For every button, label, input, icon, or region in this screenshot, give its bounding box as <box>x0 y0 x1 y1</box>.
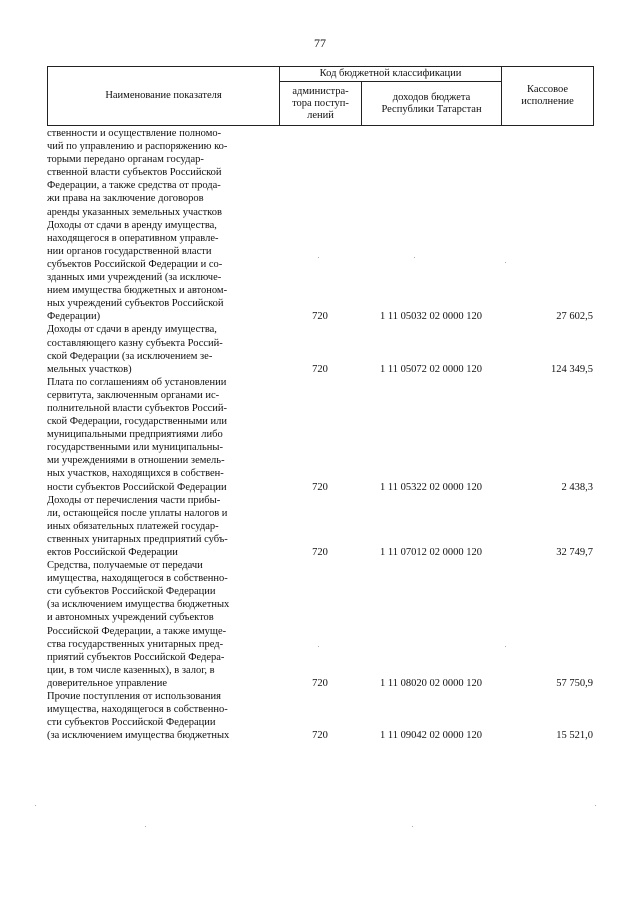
budget-code: 1 11 05032 02 0000 120 <box>380 311 482 323</box>
indicator-name: Доходы от перечисления части прибы- ли, остающейся после уплаты налогов и иных обязательных платежей государ- ственных унитарных предприятий субъ- ектов Российской Федерации <box>47 494 228 558</box>
budget-code: 1 11 07012 02 0000 120 <box>380 547 482 558</box>
scan-speck <box>505 262 506 263</box>
table-row <box>47 127 593 219</box>
header-amount-column: Кассовое исполнение <box>502 67 594 126</box>
scan-speck <box>595 805 596 806</box>
scan-speck <box>318 646 319 647</box>
budget-code: 1 11 09042 02 0000 120 <box>380 730 482 742</box>
table-row <box>47 494 593 559</box>
header-classification-group: Код бюджетной классификации <box>280 67 502 82</box>
header-admin-column: администра- тора поступ- лений <box>280 82 362 126</box>
admin-code: 720 <box>312 311 328 323</box>
admin-code: 720 <box>312 730 328 742</box>
scan-speck <box>35 805 36 806</box>
table-row <box>47 559 593 690</box>
admin-code: 720 <box>312 363 328 375</box>
indicator-name: Прочие поступления от использования имущества, находящегося в собственно- сти субъектов Российской Федерации (за исключением имущества бюджетных <box>47 691 230 742</box>
scan-speck <box>414 257 415 258</box>
scan-speck <box>505 646 506 647</box>
header-name-column: Наименование показателя <box>48 67 280 126</box>
cash-amount: 15 521,0 <box>556 730 593 742</box>
cash-amount: 27 602,5 <box>556 311 593 323</box>
scan-speck <box>412 826 413 827</box>
budget-code: 1 11 08020 02 0000 120 <box>380 677 482 689</box>
budget-code: 1 11 05322 02 0000 120 <box>380 481 482 493</box>
table-header <box>47 66 594 126</box>
table-row <box>47 323 593 375</box>
cash-amount: 124 349,5 <box>551 363 593 375</box>
indicator-name: ственности и осуществление полномо- чий по управлению и распоряжению ко- торыми передано органам государ- ственной власти субъектов Российской Федерации, а также средства от прода- жи права на заключение договоров аренды указанных земельных участков <box>47 128 228 218</box>
indicator-name: Доходы от сдачи в аренду имущества, находящегося в оперативном управле- нии органов государственной власти субъектов Российской Федерации и со- зданных ими учреждений (за исключе- нием имущества бюджетных и автоном- ных учреждений субъектов Российской Федерации) <box>47 219 228 323</box>
admin-code: 720 <box>312 481 328 493</box>
table-row <box>47 690 593 742</box>
indicator-name: Доходы от сдачи в аренду имущества, составляющего казну субъекта Россий- ской Федерации (за исключением зе- мельных участков) <box>47 324 223 375</box>
cash-amount: 2 438,3 <box>561 481 593 493</box>
cash-amount: 57 750,9 <box>556 677 593 689</box>
admin-code: 720 <box>312 677 328 689</box>
header-income-column: доходов бюджета Республики Татарстан <box>362 82 502 126</box>
table-body <box>47 127 593 742</box>
scan-speck <box>145 826 146 827</box>
indicator-name: Средства, получаемые от передачи имущества, находящегося в собственно- сти субъектов Российской Федерации (за исключением имущества бюджетных и автономных учреждений субъектов Российской Федерации, а также имуще- ства государственных унитарных пред- приятий субъектов Российской Федера- ции, в том числе казенных), в залог, в доверительное управление <box>47 560 230 689</box>
admin-code: 720 <box>312 547 328 558</box>
budget-code: 1 11 05072 02 0000 120 <box>380 363 482 375</box>
cash-amount: 32 749,7 <box>556 547 593 558</box>
page-number: 77 <box>314 36 326 50</box>
table-row <box>47 219 593 324</box>
scan-speck <box>318 257 319 258</box>
indicator-name: Плата по соглашениям об установлении сервитута, заключенным органами ис- полнительной власти субъектов Россий- ской Федерации, государственными или муниципальными предприятиями либо государственными или муниципальны- ми учреждениями в отношении земель- ных участков, находящихся в собствен- ности субъектов Российской Федерации <box>47 376 228 493</box>
table-row <box>47 376 593 494</box>
